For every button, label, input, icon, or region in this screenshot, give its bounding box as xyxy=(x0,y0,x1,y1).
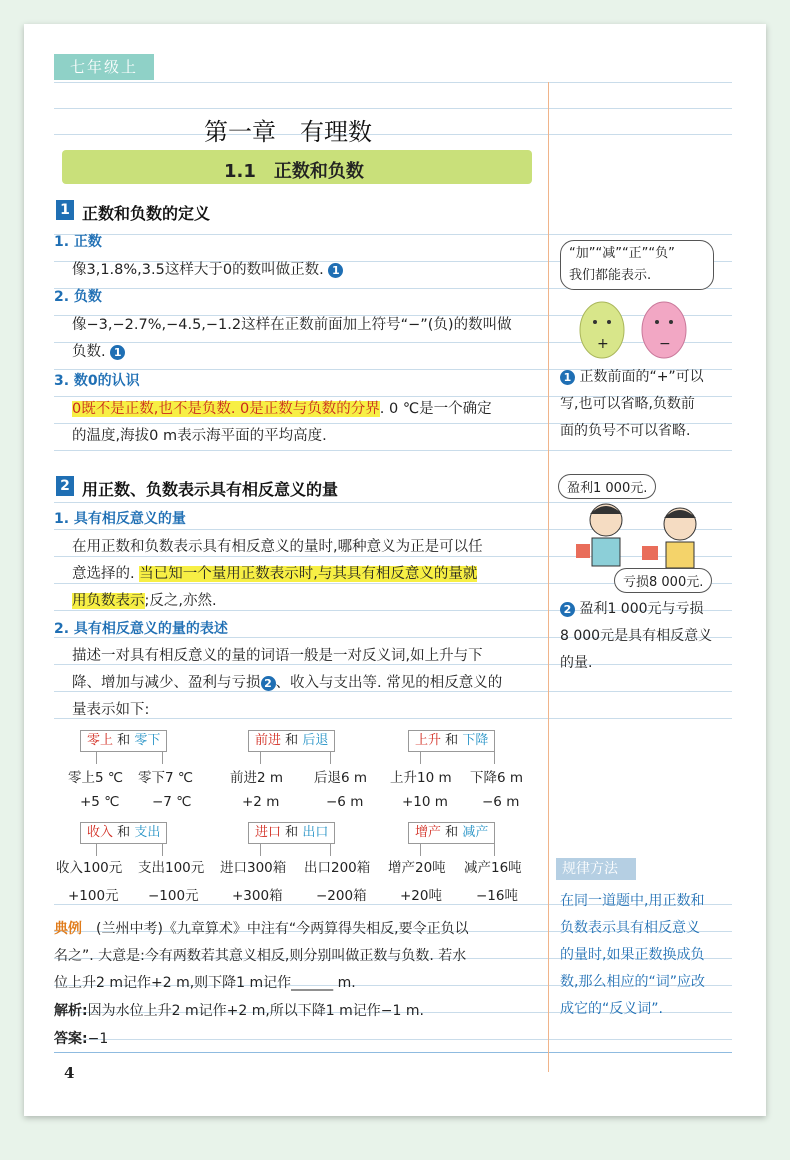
pair-word-b: 减产 xyxy=(462,825,489,840)
connector-line xyxy=(260,844,261,856)
pair-and: 和 xyxy=(117,825,131,840)
speech-bubble xyxy=(560,240,714,290)
example-term: 上升10 m xyxy=(390,770,452,786)
rule-line xyxy=(54,108,732,109)
paragraph xyxy=(72,397,492,418)
pair-word-b: 支出 xyxy=(134,825,161,840)
note-ref-1[interactable]: 1 xyxy=(110,345,125,360)
example-line: 位上升2 m记作+2 m,则下降1 m记作______ m. xyxy=(54,975,356,991)
text: (兰州中考)《九章算术》中注有“今两算得失相反,要令正负以 xyxy=(82,921,469,937)
text: 降、增加与减少、盈利与亏损 xyxy=(72,675,261,691)
text: 因为水位上升2 m记作+2 m,所以下降1 m记作−1 m. xyxy=(87,1003,424,1019)
paragraph xyxy=(72,589,217,610)
analysis-line xyxy=(54,1000,424,1020)
note-ref-1[interactable]: 1 xyxy=(328,263,343,278)
speech-bubble: 亏损8 000元. xyxy=(614,568,712,593)
paragraph: 量表示如下: xyxy=(72,702,150,718)
subheading: 2. 具有相反意义的量的表述 xyxy=(54,621,228,637)
highlight-text: 0既不是正数,也不是负数. 0是正数与负数的分界 xyxy=(72,401,380,417)
value-positive: +20吨 xyxy=(400,888,442,904)
rule-text: 在同一道题中,用正数和 xyxy=(560,893,705,909)
pair-and: 和 xyxy=(285,733,299,748)
value-positive: +2 m xyxy=(242,794,280,810)
pair-word-b: 下降 xyxy=(462,733,489,748)
text: 盈利1 000元与亏损 xyxy=(575,601,704,617)
side-note: 8 000元是具有相反意义 xyxy=(560,628,713,644)
pair-word-a: 上升 xyxy=(415,733,442,748)
value-negative: −6 m xyxy=(482,794,520,810)
rule-text: 数,那么相应的“词”应改 xyxy=(560,974,705,990)
value-negative: −6 m xyxy=(326,794,364,810)
bubble-text: 我们都能表示. xyxy=(569,268,652,283)
text: 意选择的. xyxy=(72,566,140,582)
text: . 0 ℃是一个确定 xyxy=(379,401,492,417)
pair-word-a: 零上 xyxy=(87,733,114,748)
side-note xyxy=(560,596,704,623)
opposite-pair-box xyxy=(80,730,167,752)
note-number: 1 xyxy=(560,370,575,385)
example-term: 减产16吨 xyxy=(464,860,522,876)
rule-method-tag: 规律方法 xyxy=(556,858,636,880)
side-note: 面的负号不可以省略. xyxy=(560,423,691,439)
highlight-text: 用负数表示 xyxy=(72,593,145,609)
pair-word-b: 后退 xyxy=(302,733,329,748)
opposite-pair-box xyxy=(248,730,335,752)
bottom-rule xyxy=(54,1052,732,1053)
connector-line xyxy=(96,752,97,764)
connector-line xyxy=(162,752,163,764)
value-positive: +10 m xyxy=(402,794,448,810)
highlight-text: 当已知一个量用正数表示时,与其具有相反意义的量就 xyxy=(139,566,478,582)
pair-word-b: 零下 xyxy=(134,733,161,748)
text: 正数前面的“+”可以 xyxy=(575,369,704,385)
example-label: 典例 xyxy=(54,921,82,937)
example-term: 进口300箱 xyxy=(220,860,287,876)
pair-and: 和 xyxy=(445,825,459,840)
pair-and: 和 xyxy=(445,733,459,748)
example-term: 前进2 m xyxy=(230,770,284,786)
part-number-badge: 1 xyxy=(56,200,74,220)
example-term: 支出100元 xyxy=(138,860,205,876)
connector-line xyxy=(330,844,331,856)
pair-word-a: 进口 xyxy=(255,825,282,840)
connector-line xyxy=(420,844,421,856)
note-number: 2 xyxy=(560,602,575,617)
chapter-title: 第一章 有理数 xyxy=(204,118,372,146)
connector-line xyxy=(260,752,261,764)
analysis-label: 解析: xyxy=(54,1003,88,1019)
answer-label: 答案: xyxy=(54,1031,88,1047)
connector-line xyxy=(494,752,495,764)
side-note: 写,也可以省略,负数前 xyxy=(560,396,695,412)
two-boys-illustration xyxy=(572,500,712,572)
rule-line xyxy=(54,718,732,719)
part-heading: 正数和负数的定义 xyxy=(82,204,211,223)
rule-line xyxy=(54,450,732,451)
opposite-pair-box xyxy=(80,822,167,844)
value-negative: −7 ℃ xyxy=(152,794,192,810)
value-positive: +100元 xyxy=(68,888,119,904)
text: ;反之,亦然. xyxy=(144,593,217,609)
speech-bubble: 盈利1 000元. xyxy=(558,474,656,499)
side-note: 的量. xyxy=(560,655,593,671)
connector-line xyxy=(162,844,163,856)
rule-text: 的量时,如果正数换成负 xyxy=(560,947,705,963)
grade-tab: 七年级上 xyxy=(54,54,154,80)
rule-line xyxy=(54,134,732,135)
opposite-pair-box xyxy=(408,822,495,844)
connector-line xyxy=(494,844,495,856)
bubble-text: “加”“减”“正”“负” xyxy=(569,246,675,261)
connector-line xyxy=(420,752,421,764)
paragraph: 的温度,海拔0 m表示海平面的平均高度. xyxy=(72,428,327,444)
example-line xyxy=(54,918,469,938)
paragraph: 描述一对具有相反意义的量的词语一般是一对反义词,如上升与下 xyxy=(72,648,483,664)
pair-word-a: 收入 xyxy=(87,825,114,840)
pair-word-a: 前进 xyxy=(255,733,282,748)
text: 负数. xyxy=(72,344,106,360)
example-term: 后退6 m xyxy=(314,770,368,786)
paragraph xyxy=(72,671,502,692)
part-heading: 用正数、负数表示具有相反意义的量 xyxy=(82,480,339,499)
example-term: 零上5 ℃ xyxy=(68,770,124,786)
opposite-pair-box xyxy=(408,730,495,752)
value-positive: +300箱 xyxy=(232,888,283,904)
value-positive: +5 ℃ xyxy=(80,794,120,810)
example-term: 收入100元 xyxy=(56,860,123,876)
connector-line xyxy=(330,752,331,764)
text: 像3,1.8%,3.5这样大于0的数叫做正数. xyxy=(72,262,324,278)
pair-word-b: 出口 xyxy=(302,825,329,840)
rule-line xyxy=(54,234,732,235)
opposite-pair-box xyxy=(248,822,335,844)
pair-and: 和 xyxy=(285,825,299,840)
minus-sign: − xyxy=(659,336,671,352)
rule-text: 成它的“反义词”. xyxy=(560,1001,663,1017)
section-number: 1.1 xyxy=(224,161,256,182)
paragraph: 在用正数和负数表示具有相反意义的量时,哪种意义为正是可以任 xyxy=(72,539,483,555)
subheading: 2. 负数 xyxy=(54,289,102,305)
example-line: 名之”. 大意是:今有两数若其意义相反,则分别叫做正数与负数. 若水 xyxy=(54,948,467,964)
paragraph: 像−3,−2.7%,−4.5,−1.2这样在正数前面加上符号“−”(负)的数叫做 xyxy=(72,317,512,333)
subheading: 1. 正数 xyxy=(54,234,102,250)
value-negative: −100元 xyxy=(148,888,199,904)
column-divider xyxy=(548,82,549,1072)
rule-line xyxy=(54,1039,732,1040)
paragraph xyxy=(72,562,477,583)
page-number: 4 xyxy=(64,1064,75,1082)
subheading: 1. 具有相反意义的量 xyxy=(54,511,186,527)
section-title xyxy=(224,157,364,183)
text: −1 xyxy=(87,1031,109,1047)
pair-word-a: 增产 xyxy=(415,825,442,840)
paragraph xyxy=(72,340,125,361)
pair-and: 和 xyxy=(117,733,131,748)
example-term: 出口200箱 xyxy=(304,860,371,876)
section-name: 正数和负数 xyxy=(273,161,364,182)
side-note xyxy=(560,364,704,391)
part-number-badge: 2 xyxy=(56,476,74,496)
example-term: 下降6 m xyxy=(470,770,524,786)
text: 、收入与支出等. 常见的相反意义的 xyxy=(275,675,503,691)
answer-line xyxy=(54,1028,108,1048)
rule-line xyxy=(54,82,732,83)
paragraph xyxy=(72,258,343,279)
connector-line xyxy=(96,844,97,856)
value-negative: −16吨 xyxy=(476,888,518,904)
plus-minus-characters-illustration xyxy=(570,294,710,364)
note-ref-2[interactable]: 2 xyxy=(261,676,276,691)
page xyxy=(24,24,766,1116)
subheading: 3. 数0的认识 xyxy=(54,373,140,389)
value-negative: −200箱 xyxy=(316,888,367,904)
rule-text: 负数表示具有相反意义 xyxy=(560,920,700,936)
example-term: 零下7 ℃ xyxy=(138,770,194,786)
plus-sign: + xyxy=(597,336,609,352)
example-term: 增产20吨 xyxy=(388,860,446,876)
